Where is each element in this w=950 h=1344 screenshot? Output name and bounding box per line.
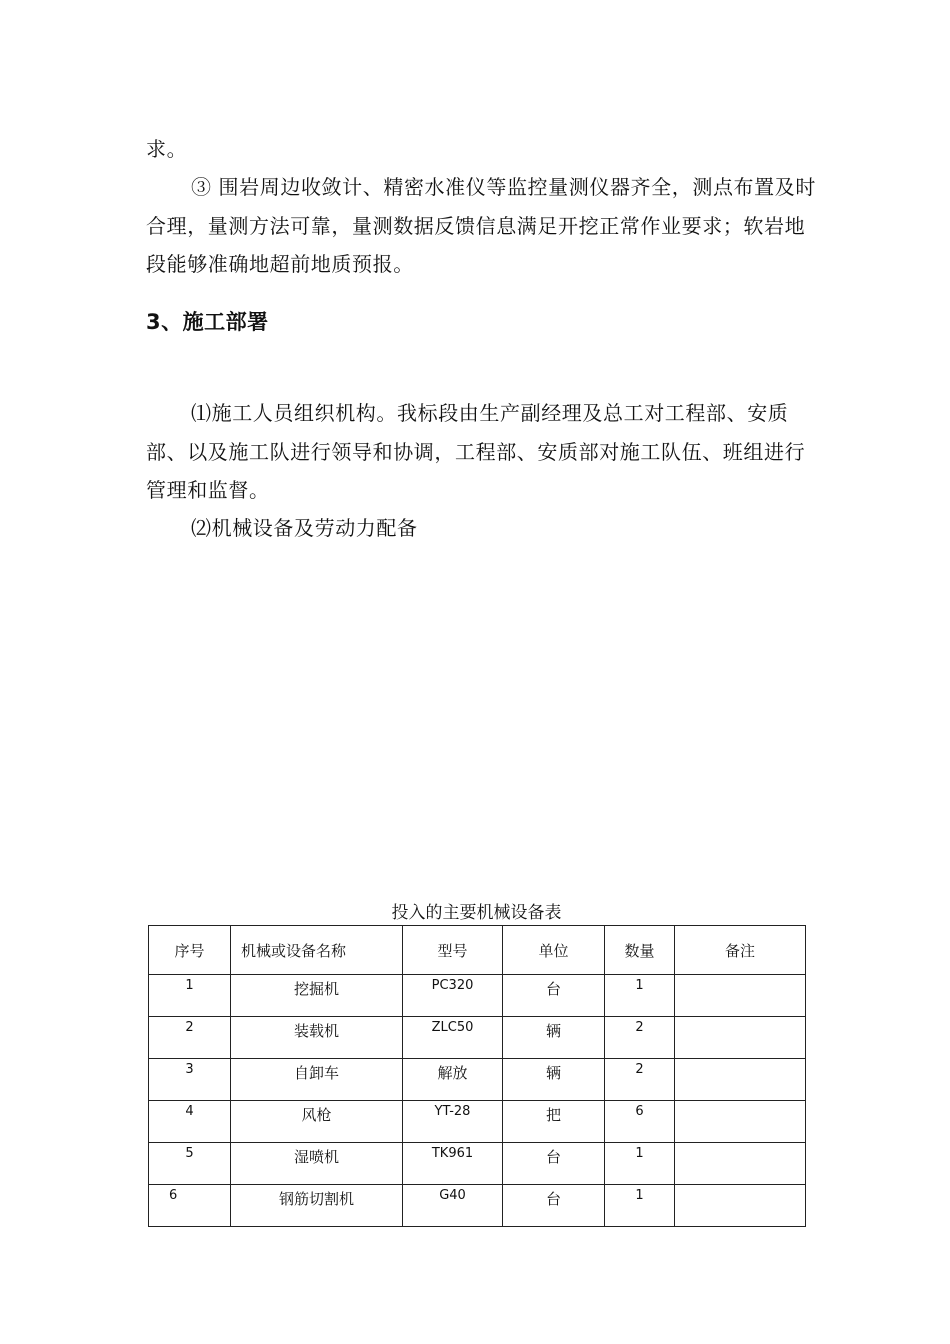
- header-cell: 备注: [675, 926, 806, 975]
- cell-index: 4: [149, 1101, 231, 1143]
- cell-unit: 台: [503, 1143, 605, 1185]
- table-caption: 投入的主要机械设备表: [391, 903, 562, 923]
- cell-quantity: 2: [605, 1059, 675, 1101]
- cell-remark: [675, 1059, 806, 1101]
- header-cell: 型号: [403, 926, 503, 975]
- cell-quantity: 2: [605, 1017, 675, 1059]
- header-cell: 数量: [605, 926, 675, 975]
- cell-remark: [675, 975, 806, 1017]
- cell-model: G40: [403, 1185, 503, 1227]
- paragraph-continuation: 求。: [146, 137, 188, 161]
- table-row: [149, 1185, 806, 1227]
- paragraph-equipment-text: ⑵机械设备及劳动力配备: [191, 516, 418, 540]
- cell-index: 3: [149, 1059, 231, 1101]
- cell-remark: [675, 1143, 806, 1185]
- table-row: [149, 1143, 806, 1185]
- equipment-table: [148, 925, 806, 1227]
- header-cell: 单位: [503, 926, 605, 975]
- cell-unit: 辆: [503, 1059, 605, 1101]
- cell-index: 6: [149, 1185, 231, 1227]
- table-header-row: [149, 926, 806, 975]
- cell-name: 装载机: [231, 1017, 403, 1059]
- cell-unit: 台: [503, 1185, 605, 1227]
- section-heading: 3、施工部署: [146, 310, 269, 334]
- cell-index: 2: [149, 1017, 231, 1059]
- cell-model: PC320: [403, 975, 503, 1017]
- paragraph-monitoring-text: ③ 围岩周边收敛计、精密水准仪等监控量测仪器齐全，测点布置及时合理，量测方法可靠，量测数据反馈信息满足开挖正常作业要求；软岩地段能够准确地超前地质预报。: [146, 175, 816, 276]
- cell-model: ZLC50: [403, 1017, 503, 1059]
- paragraph-monitoring: [146, 168, 816, 284]
- header-cell: 序号: [149, 926, 231, 975]
- cell-name: 挖掘机: [231, 975, 403, 1017]
- cell-index: 1: [149, 975, 231, 1017]
- paragraph-equipment: [146, 509, 816, 548]
- cell-unit: 把: [503, 1101, 605, 1143]
- table-row: [149, 1101, 806, 1143]
- cell-quantity: 6: [605, 1101, 675, 1143]
- cell-model: YT-28: [403, 1101, 503, 1143]
- cell-model: TK961: [403, 1143, 503, 1185]
- cell-remark: [675, 1017, 806, 1059]
- cell-unit: 辆: [503, 1017, 605, 1059]
- table-row: [149, 975, 806, 1017]
- cell-unit: 台: [503, 975, 605, 1017]
- paragraph-organization-text: ⑴施工人员组织机构。我标段由生产副经理及总工对工程部、安质部、以及施工队进行领导和协调，工程部、安质部对施工队伍、班组进行管理和监督。: [146, 401, 806, 502]
- cell-quantity: 1: [605, 1143, 675, 1185]
- cell-index: 5: [149, 1143, 231, 1185]
- cell-name: 风枪: [231, 1101, 403, 1143]
- cell-remark: [675, 1185, 806, 1227]
- table-row: [149, 1017, 806, 1059]
- table-row: [149, 1059, 806, 1101]
- cell-quantity: 1: [605, 1185, 675, 1227]
- header-cell: 机械或设备名称: [231, 926, 403, 975]
- cell-name: 自卸车: [231, 1059, 403, 1101]
- cell-remark: [675, 1101, 806, 1143]
- paragraph-organization: [146, 394, 816, 510]
- cell-name: 湿喷机: [231, 1143, 403, 1185]
- cell-model: 解放: [403, 1059, 503, 1101]
- cell-quantity: 1: [605, 975, 675, 1017]
- cell-name: 钢筋切割机: [231, 1185, 403, 1227]
